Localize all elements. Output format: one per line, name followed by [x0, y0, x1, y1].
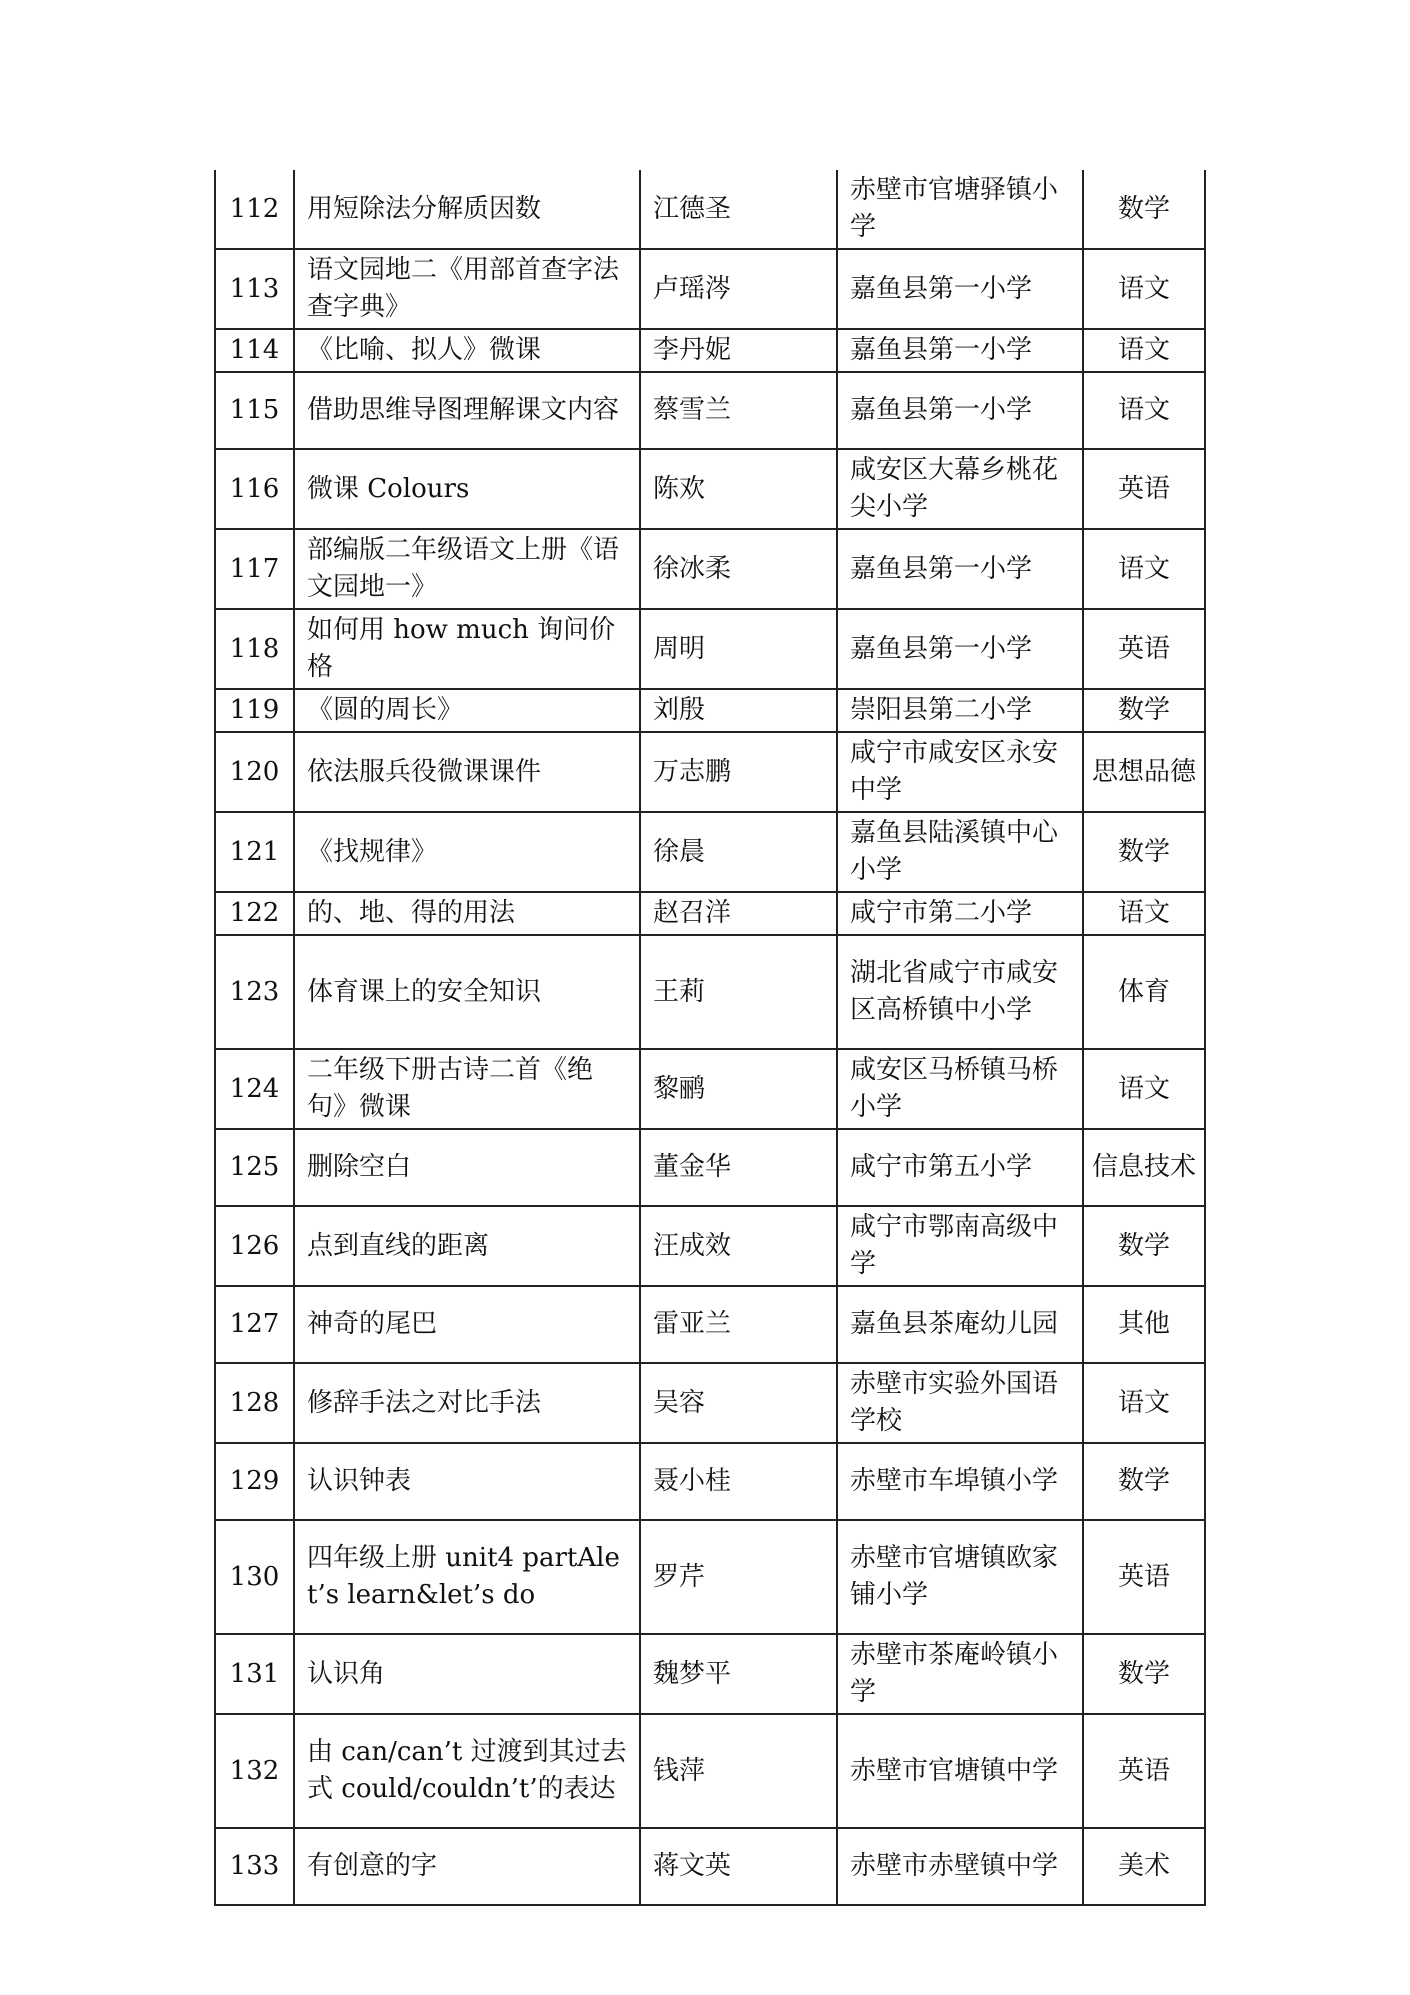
lesson-title: 认识钟表 — [294, 1443, 640, 1520]
row-number: 127 — [215, 1286, 294, 1363]
lesson-title: 借助思维导图理解课文内容 — [294, 372, 640, 449]
lesson-title: 依法服兵役微课课件 — [294, 732, 640, 812]
row-number: 129 — [215, 1443, 294, 1520]
subject: 英语 — [1083, 449, 1205, 529]
school-name: 湖北省咸宁市咸安区高桥镇中小学 — [837, 935, 1083, 1049]
teacher-name: 刘殷 — [640, 689, 837, 732]
lesson-title: 部编版二年级语文上册《语文园地一》 — [294, 529, 640, 609]
teacher-name: 江德圣 — [640, 170, 837, 249]
table-row — [215, 1049, 1205, 1129]
teacher-name: 蒋文英 — [640, 1828, 837, 1905]
row-number: 130 — [215, 1520, 294, 1634]
lesson-title: 认识角 — [294, 1634, 640, 1714]
lesson-title: 《找规律》 — [294, 812, 640, 892]
row-number: 120 — [215, 732, 294, 812]
subject: 信息技术 — [1083, 1129, 1205, 1206]
teacher-name: 聂小桂 — [640, 1443, 837, 1520]
subject: 语文 — [1083, 1363, 1205, 1443]
teacher-name: 徐晨 — [640, 812, 837, 892]
subject: 英语 — [1083, 609, 1205, 689]
school-name: 嘉鱼县第一小学 — [837, 249, 1083, 329]
subject: 英语 — [1083, 1714, 1205, 1828]
teacher-name: 雷亚兰 — [640, 1286, 837, 1363]
school-name: 嘉鱼县陆溪镇中心小学 — [837, 812, 1083, 892]
school-name: 赤壁市官塘镇欧家铺小学 — [837, 1520, 1083, 1634]
table-row — [215, 609, 1205, 689]
school-name: 咸安区大幕乡桃花尖小学 — [837, 449, 1083, 529]
table-row — [215, 1520, 1205, 1634]
lesson-title: 二年级下册古诗二首《绝句》微课 — [294, 1049, 640, 1129]
school-name: 赤壁市实验外国语学校 — [837, 1363, 1083, 1443]
teacher-name: 汪成效 — [640, 1206, 837, 1286]
school-name: 咸宁市第五小学 — [837, 1129, 1083, 1206]
school-name: 崇阳县第二小学 — [837, 689, 1083, 732]
lesson-title: 微课 Colours — [294, 449, 640, 529]
table-row — [215, 529, 1205, 609]
table-body — [215, 170, 1205, 1905]
row-number: 125 — [215, 1129, 294, 1206]
teacher-name: 周明 — [640, 609, 837, 689]
table-row — [215, 449, 1205, 529]
lesson-title: 删除空白 — [294, 1129, 640, 1206]
teacher-name: 王莉 — [640, 935, 837, 1049]
row-number: 116 — [215, 449, 294, 529]
subject: 语文 — [1083, 1049, 1205, 1129]
subject: 思想品德 — [1083, 732, 1205, 812]
row-number: 114 — [215, 329, 294, 372]
row-number: 131 — [215, 1634, 294, 1714]
table-row — [215, 732, 1205, 812]
lesson-title: 体育课上的安全知识 — [294, 935, 640, 1049]
school-name: 赤壁市茶庵岭镇小学 — [837, 1634, 1083, 1714]
lesson-title: 有创意的字 — [294, 1828, 640, 1905]
row-number: 122 — [215, 892, 294, 935]
table-row — [215, 892, 1205, 935]
subject: 美术 — [1083, 1828, 1205, 1905]
teacher-name: 黎鹂 — [640, 1049, 837, 1129]
row-number: 133 — [215, 1828, 294, 1905]
table-row — [215, 329, 1205, 372]
lesson-title: 四年级上册 unit4 partAlet’s learn&let’s do — [294, 1520, 640, 1634]
subject: 语文 — [1083, 329, 1205, 372]
row-number: 113 — [215, 249, 294, 329]
table-row — [215, 1443, 1205, 1520]
subject: 英语 — [1083, 1520, 1205, 1634]
lesson-title: 用短除法分解质因数 — [294, 170, 640, 249]
lesson-title: 点到直线的距离 — [294, 1206, 640, 1286]
table-row — [215, 812, 1205, 892]
school-name: 赤壁市官塘镇中学 — [837, 1714, 1083, 1828]
table-row — [215, 1129, 1205, 1206]
row-number: 121 — [215, 812, 294, 892]
row-number: 123 — [215, 935, 294, 1049]
table-row — [215, 1206, 1205, 1286]
teacher-name: 赵召洋 — [640, 892, 837, 935]
subject: 语文 — [1083, 372, 1205, 449]
table-row — [215, 1714, 1205, 1828]
teacher-name: 董金华 — [640, 1129, 837, 1206]
school-name: 嘉鱼县第一小学 — [837, 329, 1083, 372]
lesson-title: 语文园地二《用部首查字法查字典》 — [294, 249, 640, 329]
teacher-name: 罗芹 — [640, 1520, 837, 1634]
awards-table — [214, 170, 1206, 1906]
school-name: 咸宁市咸安区永安中学 — [837, 732, 1083, 812]
school-name: 赤壁市赤壁镇中学 — [837, 1828, 1083, 1905]
table-row — [215, 170, 1205, 249]
lesson-title: 神奇的尾巴 — [294, 1286, 640, 1363]
school-name: 咸宁市鄂南高级中学 — [837, 1206, 1083, 1286]
subject: 数学 — [1083, 1443, 1205, 1520]
subject: 数学 — [1083, 1206, 1205, 1286]
lesson-title: 如何用 how much 询问价格 — [294, 609, 640, 689]
row-number: 132 — [215, 1714, 294, 1828]
table-row — [215, 1828, 1205, 1905]
lesson-title: 的、地、得的用法 — [294, 892, 640, 935]
subject: 体育 — [1083, 935, 1205, 1049]
row-number: 128 — [215, 1363, 294, 1443]
teacher-name: 徐冰柔 — [640, 529, 837, 609]
school-name: 咸安区马桥镇马桥小学 — [837, 1049, 1083, 1129]
lesson-title: 《比喻、拟人》微课 — [294, 329, 640, 372]
table-row — [215, 935, 1205, 1049]
row-number: 126 — [215, 1206, 294, 1286]
school-name: 嘉鱼县第一小学 — [837, 529, 1083, 609]
teacher-name: 陈欢 — [640, 449, 837, 529]
table-row — [215, 249, 1205, 329]
table-row — [215, 689, 1205, 732]
school-name: 赤壁市车埠镇小学 — [837, 1443, 1083, 1520]
row-number: 115 — [215, 372, 294, 449]
table-row — [215, 1286, 1205, 1363]
row-number: 117 — [215, 529, 294, 609]
subject: 数学 — [1083, 170, 1205, 249]
teacher-name: 卢瑶涔 — [640, 249, 837, 329]
row-number: 118 — [215, 609, 294, 689]
teacher-name: 魏梦平 — [640, 1634, 837, 1714]
lesson-title: 由 can/can’t 过渡到其过去式 could/couldn’t’的表达 — [294, 1714, 640, 1828]
subject: 其他 — [1083, 1286, 1205, 1363]
subject: 数学 — [1083, 812, 1205, 892]
teacher-name: 万志鹏 — [640, 732, 837, 812]
teacher-name: 李丹妮 — [640, 329, 837, 372]
row-number: 119 — [215, 689, 294, 732]
school-name: 嘉鱼县茶庵幼儿园 — [837, 1286, 1083, 1363]
row-number: 112 — [215, 170, 294, 249]
teacher-name: 蔡雪兰 — [640, 372, 837, 449]
subject: 数学 — [1083, 1634, 1205, 1714]
lesson-title: 《圆的周长》 — [294, 689, 640, 732]
teacher-name: 吴容 — [640, 1363, 837, 1443]
school-name: 嘉鱼县第一小学 — [837, 609, 1083, 689]
subject: 语文 — [1083, 249, 1205, 329]
school-name: 赤壁市官塘驿镇小学 — [837, 170, 1083, 249]
row-number: 124 — [215, 1049, 294, 1129]
table-row — [215, 1634, 1205, 1714]
school-name: 咸宁市第二小学 — [837, 892, 1083, 935]
lesson-title: 修辞手法之对比手法 — [294, 1363, 640, 1443]
subject: 数学 — [1083, 689, 1205, 732]
subject: 语文 — [1083, 892, 1205, 935]
teacher-name: 钱萍 — [640, 1714, 837, 1828]
subject: 语文 — [1083, 529, 1205, 609]
table-row — [215, 372, 1205, 449]
school-name: 嘉鱼县第一小学 — [837, 372, 1083, 449]
table-row — [215, 1363, 1205, 1443]
